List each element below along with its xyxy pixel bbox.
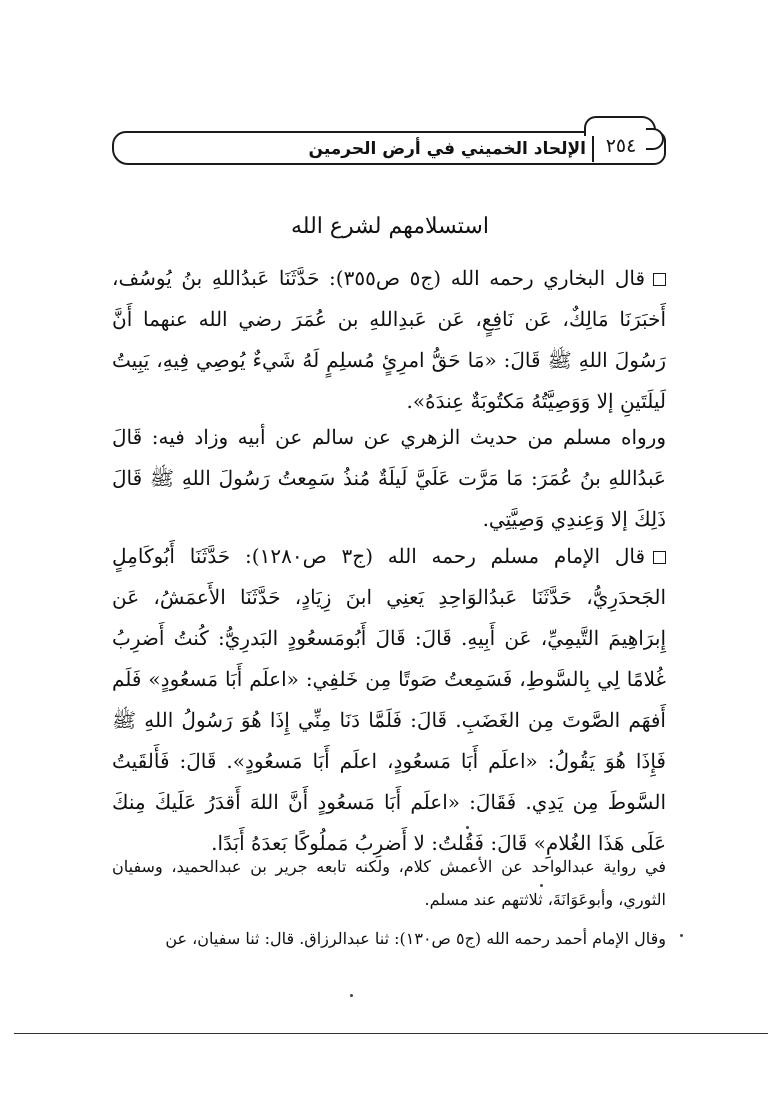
hadith-paragraph-1 [112, 258, 666, 422]
scan-speck [466, 826, 469, 829]
note-text: في رواية عبدالواحد عن الأعمش كلام، ولكنه تابعه جرير بن عبدالحميد، وسفيان الثوري، وأبوعَوَانَةَ، ثلاثتهم عند مسلم. [112, 857, 666, 909]
scan-speck [350, 994, 353, 997]
note-text: وقال الإمام أحمد رحمه الله (ج٥ ص١٣٠): ثنا عبدالرزاق. قال: ثنا سفيان، عن [165, 929, 666, 948]
paragraph-text: قال البخاري رحمه الله (ج٥ ص٣٥٥): حَدَّثَنَا عَبدُاللهِ بنُ يُوسُف، أَخبَرَنَا مَالِكٌ، عَن نَافِعٍ، عَن عَبدِاللهِ بن عُمَرَ رضي الله عنهما أَنَّ رَسُولَ اللهِ ﷺ قَالَ: «مَا حَقُّ امرِئٍ مُسلِمٍ لَهُ شَيءٌ يُوصِي فِيهِ، يَبِيتُ لَيلَتَينِ إلا وَوَصِيَّتُهُ مَكتُوبَةٌ عِندَهُ». [112, 266, 666, 413]
scan-speck [540, 884, 543, 887]
header-divider [592, 134, 594, 162]
paragraph-square-marker [653, 551, 666, 564]
hadith-paragraph-3 [112, 536, 666, 864]
page-number: ٢٥٤ [605, 135, 637, 157]
section-heading: استسلامهم لشرع الله [291, 214, 489, 239]
hadith-paragraph-2 [112, 417, 666, 540]
paragraph-text: ورواه مسلم من حديث الزهري عن سالم عن أبيه وزاد فيه: قَالَ عَبدُاللهِ بنُ عُمَرَ: مَا مَرَّت عَلَيَّ لَيلَةٌ مُنذُ سَمِعتُ رَسُولَ اللهِ ﷺ قَالَ ذَلِكَ إلا وَعِندِي وَصِيَّتِي. [112, 425, 666, 531]
paragraph-text: قال الإمام مسلم رحمه الله (ج٣ ص١٢٨٠): حَدَّثَنَا أَبُوكَامِلٍ الجَحدَرِيُّ، حَدَّثَنَا عَبدُالوَاحِدِ يَعنِي ابنَ زِيَادٍ، حَدَّثَنَا الأَعمَشُ، عَن إِبرَاهِيمَ التَّيمِيِّ، عَن أَبِيهِ. قَالَ: قَالَ أَبُومَسعُودٍ البَدرِيُّ: كُنتُ أَضرِبُ غُلامًا لِي بِالسَّوطِ، فَسَمِعتُ صَوتًا مِن خَلفِي: «اعلَم أَبَا مَسعُودٍ» فَلَم أَفهَم الصَّوتَ مِن الغَضَبِ. قَالَ: فَلَمَّا دَنَا مِنِّي إِذَا هُوَ رَسُولُ اللهِ ﷺ فَإِذَا هُوَ يَقُولُ: «اعلَم أَبَا مَسعُودٍ، اعلَم أَبَا مَسعُودٍ». قَالَ: فَأَلقَيتُ السَّوطَ مِن يَدِي. فَقَالَ: «اعلَم أَبَا مَسعُودٍ أَنَّ اللهَ أَقدَرُ عَلَيكَ مِنكَ عَلَى هَذَا الغُلامِ» قَالَ: فَقُلتُ: لا أَضرِبُ مَملُوكًا بَعدَهُ أَبَدًا. [112, 544, 666, 855]
note-paragraph-2 [112, 922, 666, 955]
scan-speck [680, 934, 683, 937]
page-bottom-rule [14, 1033, 768, 1034]
running-header-title: الإلحاد الخميني في أرض الحرمين [308, 139, 586, 159]
paragraph-square-marker [653, 273, 666, 286]
note-paragraph-1 [112, 850, 666, 916]
